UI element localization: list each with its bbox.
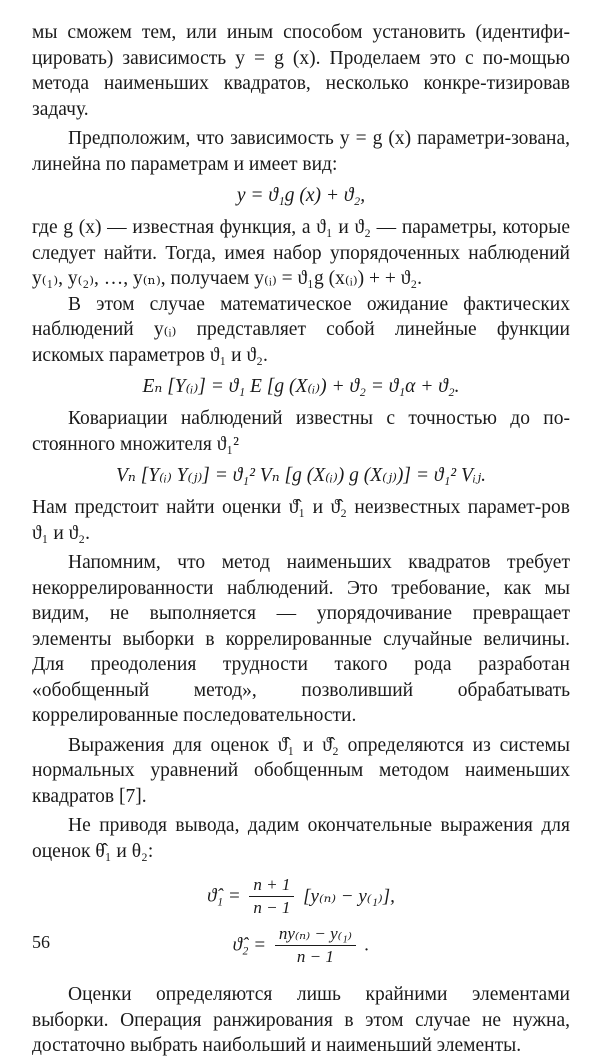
paragraph: Ковариации наблюдений известны с точностью до по-стоянного множителя ϑ₁²: [32, 408, 570, 455]
paragraph: Выражения для оценок ϑ̂₁ и ϑ̂₂ определяются из системы нормальных уравнений обобщенным методом наименьших квадратов [7].: [32, 734, 570, 807]
fraction-denominator: n − 1: [296, 947, 334, 966]
paragraph: В этом случае математическое ожидание фактических наблюдений y₍ᵢ₎ представляет собой линейные функции искомых параметров ϑ₁ и ϑ₂.: [32, 293, 570, 366]
formula: Eₙ [Y₍ᵢ₎] = ϑ₁ E [g (X₍ᵢ₎) + ϑ₂ = ϑ₁α + ϑ₂.: [142, 376, 460, 397]
paragraph: Оценки определяются лишь крайними элементами выборки. Операция ранжирования в этом случае не нужна, достаточно выбрать наибольший и наименьший элементы.: [32, 984, 570, 1056]
estimate-rest: [y₍ₙ₎ − y₍₁₎],: [303, 886, 395, 907]
fraction: [249, 874, 294, 919]
estimate-lhs: ϑ̂₁ =: [207, 885, 241, 907]
estimate-theta1: [32, 874, 570, 919]
fraction-denominator: n − 1: [253, 898, 291, 917]
formula: y = ϑ₁g (x) + ϑ₂,: [236, 185, 366, 206]
formula: Vₙ [Y₍ᵢ₎ Y₍ⱼ₎] = ϑ₁² Vₙ [g (X₍ᵢ₎) g (X₍ⱼ₎)] = ϑ₁² Vᵢⱼ.: [116, 465, 486, 486]
page-number: 56: [32, 932, 50, 952]
estimates-block: [32, 874, 570, 968]
fraction-numerator: ny₍ₙ₎ − y₍₁₎: [275, 923, 356, 946]
estimate-rest: .: [364, 934, 370, 956]
fraction-numerator: n + 1: [249, 874, 294, 897]
paragraph: где g (x) — известная функция, а ϑ₁ и ϑ₂ — параметры, которые следует найти. Тогда, имея набор упорядоченных наблюдений y₍₁₎, y₍₂₎, …, y₍ₙ₎, получаем y₍ᵢ₎ = ϑ₁g (x₍ᵢ₎) + + ϑ₂.: [32, 217, 570, 289]
paragraph: мы сможем тем, или иным способом установить (идентифи-цировать) зависимость y = g (x). Проделаем это с по-мощью метода наименьших квадратов, несколько конкре-тизировав задачу.: [32, 22, 570, 120]
page-body: [32, 20, 570, 1059]
paragraph: Не приводя вывода, дадим окончательные выражения для оценок θ̂₁ и θ₂:: [32, 815, 570, 862]
fraction: [275, 923, 356, 968]
paragraph: Напомним, что метод наименьших квадратов требует некоррелированности наблюдений. Это требование, как мы видим, не выполняется — упорядочивание превращает элементы выборки в коррелированные случайные величины. Для преодоления трудности такого рода разработан «обобщенный метод», позволивший обрабатывать коррелированные последовательности.: [32, 552, 570, 726]
paragraph: Предположим, что зависимость y = g (x) параметри-зована, линейна по параметрам и имеет вид:: [32, 128, 570, 175]
estimate-theta2: [32, 923, 570, 968]
paragraph: Нам предстоит найти оценки ϑ̂₁ и ϑ̂₂ неизвестных парамет-ров ϑ₁ и ϑ₂.: [32, 497, 570, 544]
estimate-lhs: ϑ̂₂ =: [232, 934, 267, 956]
